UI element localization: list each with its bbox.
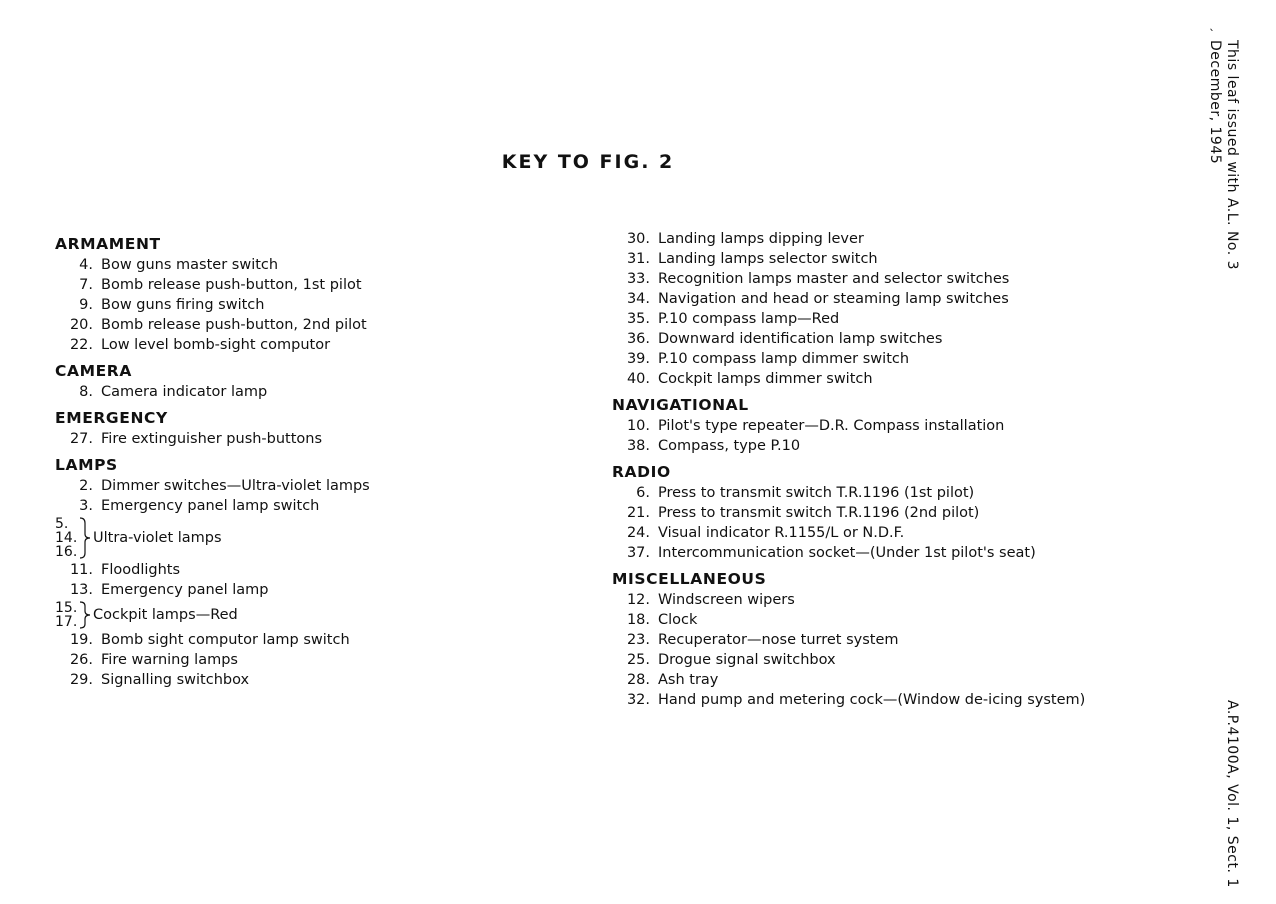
item-text: Bow guns firing switch (101, 297, 265, 313)
item-number: 18. (626, 612, 650, 628)
item-text: Ultra-violet lamps (93, 530, 222, 546)
item-number: 14. (55, 530, 78, 546)
item-number: 6. (636, 485, 650, 501)
item-text: Pilot's type repeater—D.R. Compass installation (658, 418, 1005, 434)
page-title: KEY TO FIG. 2 (501, 151, 675, 173)
item-number: 7. (79, 277, 93, 293)
issue-note-line-2: December, 1945 (1207, 40, 1223, 165)
item-text: Low level bomb-sight computor (101, 337, 331, 353)
item-text: Fire extinguisher push-buttons (101, 431, 323, 447)
list-item (612, 249, 1085, 269)
item-text: Bow guns master switch (101, 257, 279, 273)
item-number: 19. (69, 632, 93, 648)
document-reference: A.P.4100A, Vol. 1, Sect. 1 (1224, 700, 1240, 888)
group-numbers (55, 601, 79, 629)
list-item (55, 255, 370, 275)
item-number: 36. (626, 331, 650, 347)
grouped-item-ultra-violet (55, 517, 370, 559)
item-number: 13. (69, 582, 93, 598)
item-text: Signalling switchbox (101, 672, 250, 688)
list-item (612, 329, 1085, 349)
section-heading-armament: ARMAMENT (55, 235, 161, 253)
item-number: 12. (626, 592, 650, 608)
item-number: 33. (626, 271, 650, 287)
item-text: P.10 compass lamp—Red (658, 311, 840, 327)
item-text: Hand pump and metering cock—(Window de-icing system) (658, 692, 1086, 708)
item-number: 3. (79, 498, 93, 514)
left-column (55, 233, 370, 690)
list-item (612, 436, 1085, 456)
section-heading-camera: CAMERA (55, 362, 132, 380)
item-number: 16. (55, 544, 78, 560)
right-brace-icon (79, 517, 93, 559)
item-text: Camera indicator lamp (101, 384, 268, 400)
item-text: Recognition lamps master and selector switches (658, 271, 1010, 287)
list-item (612, 416, 1085, 436)
item-text: Bomb release push-button, 1st pilot (101, 277, 362, 293)
list-item (612, 690, 1085, 710)
list-item (55, 670, 370, 690)
section-heading-lamps: LAMPS (55, 456, 118, 474)
list-item (55, 476, 370, 496)
item-number: 24. (626, 525, 650, 541)
item-number: 31. (626, 251, 650, 267)
item-number: 21. (626, 505, 650, 521)
item-text: Clock (658, 612, 698, 628)
list-item (612, 289, 1085, 309)
item-number: 39. (626, 351, 650, 367)
item-number: 20. (69, 317, 93, 333)
item-text: Fire warning lamps (101, 652, 238, 668)
list-item (612, 650, 1085, 670)
item-number: 2. (79, 478, 93, 494)
item-text: Landing lamps selector switch (658, 251, 878, 267)
item-text: Visual indicator R.1155/L or N.D.F. (658, 525, 905, 541)
item-number: 23. (626, 632, 650, 648)
list-item (55, 295, 370, 315)
list-item (55, 496, 370, 516)
item-number: 15. (55, 600, 78, 616)
margin-tick-mark: ˎ (1209, 17, 1215, 31)
section-heading-miscellaneous: MISCELLANEOUS (612, 570, 767, 588)
item-number: 37. (626, 545, 650, 561)
list-item (55, 335, 370, 355)
grouped-item-cockpit-red (55, 601, 370, 629)
list-item (55, 650, 370, 670)
item-text: Press to transmit switch T.R.1196 (1st pilot) (658, 485, 975, 501)
list-item (612, 630, 1085, 650)
item-number: 26. (69, 652, 93, 668)
item-number: 22. (69, 337, 93, 353)
item-text: Floodlights (101, 562, 181, 578)
right-brace-icon (79, 601, 93, 629)
right-column (612, 229, 1085, 710)
item-text: Ash tray (658, 672, 719, 688)
list-item (55, 315, 370, 335)
item-number: 32. (626, 692, 650, 708)
item-number: 30. (626, 231, 650, 247)
list-item (612, 229, 1085, 249)
item-number: 8. (79, 384, 93, 400)
item-number: 34. (626, 291, 650, 307)
item-text: Landing lamps dipping lever (658, 231, 864, 247)
item-number: 17. (55, 614, 78, 630)
item-number: 4. (79, 257, 93, 273)
item-number: 5. (55, 516, 69, 532)
issue-note (1206, 40, 1240, 270)
list-item (612, 483, 1085, 503)
item-text: Drogue signal switchbox (658, 652, 836, 668)
item-number: 10. (626, 418, 650, 434)
item-text: P.10 compass lamp dimmer switch (658, 351, 910, 367)
list-item (612, 503, 1085, 523)
list-item (612, 269, 1085, 289)
list-item (55, 580, 370, 600)
item-text: Navigation and head or steaming lamp switches (658, 291, 1009, 307)
item-text: Emergency panel lamp (101, 582, 269, 598)
issue-note-line-1: This leaf issued with A.L. No. 3 (1224, 40, 1240, 271)
item-text: Emergency panel lamp switch (101, 498, 320, 514)
item-number: 9. (79, 297, 93, 313)
item-number: 29. (69, 672, 93, 688)
list-item (612, 670, 1085, 690)
list-item (612, 369, 1085, 389)
item-text: Windscreen wipers (658, 592, 795, 608)
item-number: 28. (626, 672, 650, 688)
item-number: 25. (626, 652, 650, 668)
list-item (612, 309, 1085, 329)
item-text: Cockpit lamps—Red (93, 607, 238, 623)
list-item (55, 560, 370, 580)
item-number: 40. (626, 371, 650, 387)
section-heading-navigational: NAVIGATIONAL (612, 396, 749, 414)
item-number: 27. (69, 431, 93, 447)
item-number: 11. (69, 562, 93, 578)
item-text: Downward identification lamp switches (658, 331, 943, 347)
item-text: Recuperator—nose turret system (658, 632, 899, 648)
list-item (612, 349, 1085, 369)
list-item (55, 382, 370, 402)
item-text: Intercommunication socket—(Under 1st pilot's seat) (658, 545, 1036, 561)
item-text: Bomb sight computor lamp switch (101, 632, 350, 648)
list-item (55, 429, 370, 449)
list-item (612, 590, 1085, 610)
item-text: Compass, type P.10 (658, 438, 801, 454)
item-text: Cockpit lamps dimmer switch (658, 371, 873, 387)
list-item (612, 543, 1085, 563)
list-item (612, 610, 1085, 630)
list-item (55, 630, 370, 650)
item-text: Press to transmit switch T.R.1196 (2nd pilot) (658, 505, 980, 521)
item-text: Dimmer switches—Ultra-violet lamps (101, 478, 370, 494)
item-text: Bomb release push-button, 2nd pilot (101, 317, 367, 333)
list-item (55, 275, 370, 295)
item-number: 38. (626, 438, 650, 454)
item-number: 35. (626, 311, 650, 327)
group-numbers (55, 517, 79, 559)
list-item (612, 523, 1085, 543)
section-heading-radio: RADIO (612, 463, 671, 481)
section-heading-emergency: EMERGENCY (55, 409, 168, 427)
